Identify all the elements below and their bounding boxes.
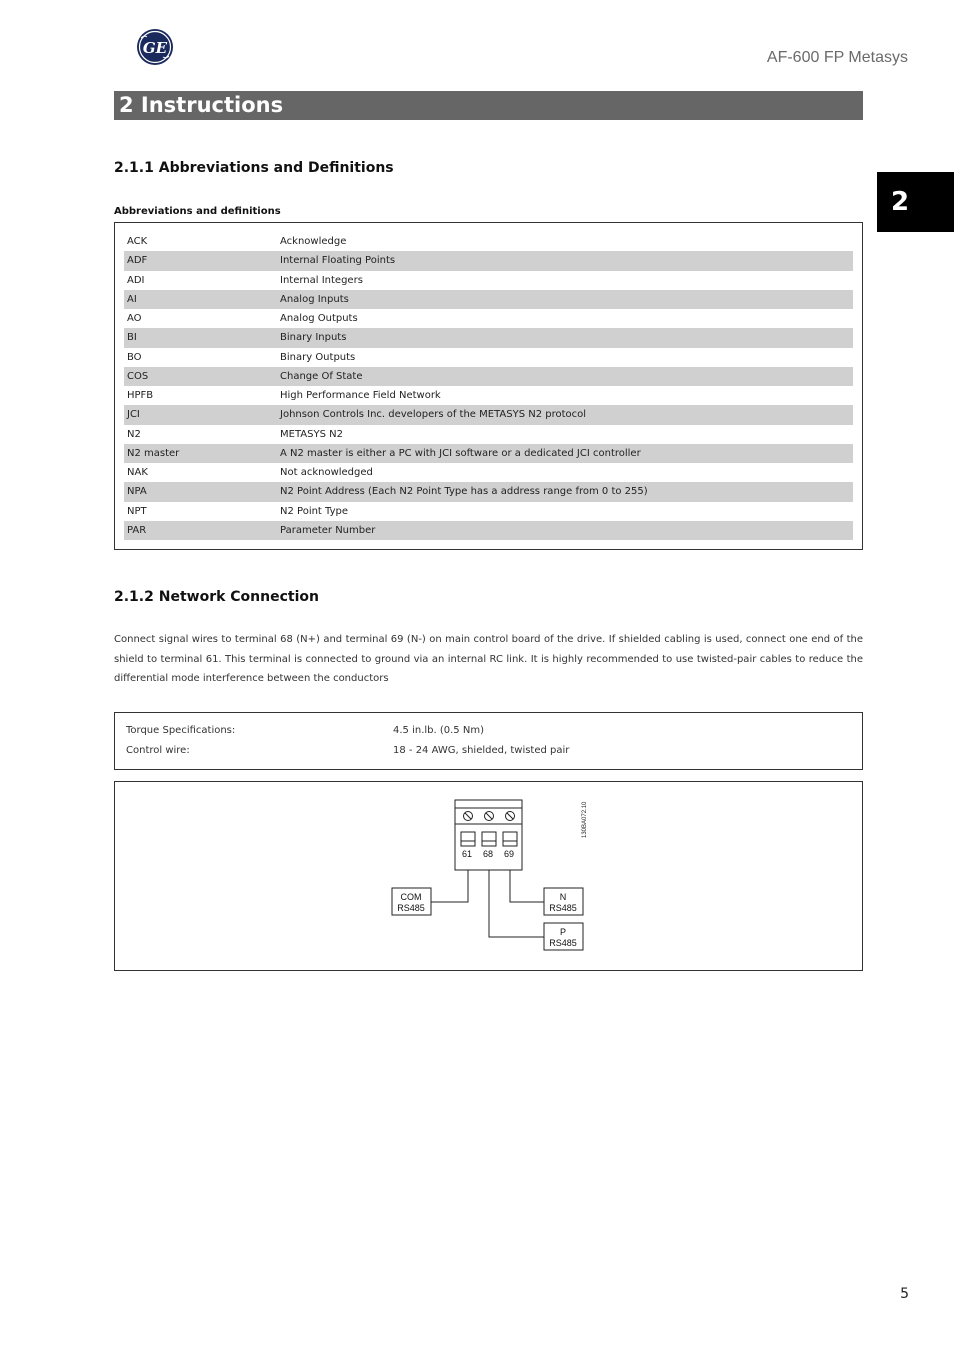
definition: Internal Floating Points xyxy=(280,255,396,267)
com-label: COM xyxy=(400,892,422,902)
definition: Internal Integers xyxy=(280,274,363,286)
abbreviation: NPA xyxy=(127,486,147,498)
chapter-tab: 2 xyxy=(877,172,954,232)
screw-icon xyxy=(485,812,494,821)
n-label: N xyxy=(559,892,567,902)
terminal-block xyxy=(455,800,522,870)
definition: N2 Point Address (Each N2 Point Type has a address range from 0 to 255) xyxy=(280,486,648,498)
table-row xyxy=(124,271,853,290)
section-heading-abbreviations: 2.1.1 Abbreviations and Definitions xyxy=(114,160,394,176)
abbreviation: NAK xyxy=(127,467,148,478)
terminal-label-69: 69 xyxy=(503,849,515,859)
spec-label: Torque Specifications: xyxy=(126,725,236,736)
chapter-title: 2 Instructions xyxy=(114,91,863,120)
table-row xyxy=(124,405,853,424)
terminal-label-68: 68 xyxy=(482,849,494,859)
table-row xyxy=(124,309,853,328)
spec-row xyxy=(115,741,862,761)
abbreviation: N2 xyxy=(127,428,141,440)
abbreviation: AO xyxy=(127,313,142,324)
spec-value: 18 - 24 AWG, shielded, twisted pair xyxy=(393,745,570,756)
abbreviation: ADF xyxy=(127,255,148,267)
page-number: 5 xyxy=(900,1286,909,1302)
abbreviation: COS xyxy=(127,370,149,382)
definition: N2 Point Type xyxy=(280,505,348,517)
table-row xyxy=(124,290,853,309)
definition: Parameter Number xyxy=(280,524,376,536)
n-rs485-label: RS485 xyxy=(549,903,577,913)
definition: Analog Outputs xyxy=(280,313,358,324)
table-row xyxy=(124,232,853,251)
table-caption: Abbreviations and definitions xyxy=(114,206,281,217)
screw-icon xyxy=(464,812,473,821)
spec-row xyxy=(115,721,862,741)
table-row xyxy=(124,502,853,521)
table-row xyxy=(124,463,853,482)
spec-value: 4.5 in.lb. (0.5 Nm) xyxy=(393,725,484,736)
abbreviations-table xyxy=(114,222,863,550)
definition: High Performance Field Network xyxy=(280,390,441,401)
definition: Binary Outputs xyxy=(280,351,356,363)
table-row xyxy=(124,521,853,540)
definition: METASYS N2 xyxy=(280,428,343,440)
table-row xyxy=(124,482,853,501)
definition: Johnson Controls Inc. developers of the METASYS N2 protocol xyxy=(280,409,587,421)
table-row xyxy=(124,386,853,405)
table-row xyxy=(124,425,853,444)
definition: Change Of State xyxy=(280,370,363,382)
abbreviation: NPT xyxy=(127,505,147,517)
abbreviation: HPFB xyxy=(127,390,154,401)
com-rs485-label: RS485 xyxy=(397,903,425,913)
spec-label: Control wire: xyxy=(126,745,190,756)
definition: Analog Inputs xyxy=(280,293,349,305)
network-paragraph: Connect signal wires to terminal 68 (N+) and terminal 69 (N-) on main control board of the drive. If shielded cabling is used, connect one end of the shield to terminal 61. This terminal is connected to ground via an internal RC link. It is highly recommended to use twisted-pair cables to reduce the differential mode interference between the conductors xyxy=(114,634,863,684)
abbreviation: PAR xyxy=(127,524,147,536)
figure-id: 130BA072.10 xyxy=(582,801,588,838)
section-heading-network: 2.1.2 Network Connection xyxy=(114,589,319,605)
table-row xyxy=(124,348,853,367)
spec-table xyxy=(114,712,863,770)
p-rs485-label: RS485 xyxy=(549,938,577,948)
table-row xyxy=(124,251,853,270)
definition: A N2 master is either a PC with JCI software or a dedicated JCI controller xyxy=(280,447,641,459)
wiring-diagram-svg xyxy=(115,782,864,972)
abbreviation: N2 master xyxy=(127,447,180,459)
definition: Acknowledge xyxy=(280,236,347,247)
screw-icon xyxy=(506,812,515,821)
ge-logo xyxy=(136,28,174,66)
abbreviation: BO xyxy=(127,351,142,363)
table-row xyxy=(124,328,853,347)
definition: Binary Inputs xyxy=(280,332,347,344)
abbreviation: BI xyxy=(127,332,137,344)
abbreviation: ADI xyxy=(127,274,145,286)
document-title: AF-600 FP Metasys xyxy=(766,49,908,66)
table-row xyxy=(124,367,853,386)
abbreviation: ACK xyxy=(127,236,148,247)
p-label: P xyxy=(559,927,567,937)
terminal-label-61: 61 xyxy=(461,849,473,859)
svg-text:GE: GE xyxy=(142,39,168,57)
wiring-diagram xyxy=(114,781,863,971)
definition: Not acknowledged xyxy=(280,467,373,478)
table-row xyxy=(124,444,853,463)
abbreviation: AI xyxy=(127,293,137,305)
abbreviation: JCI xyxy=(127,409,140,421)
